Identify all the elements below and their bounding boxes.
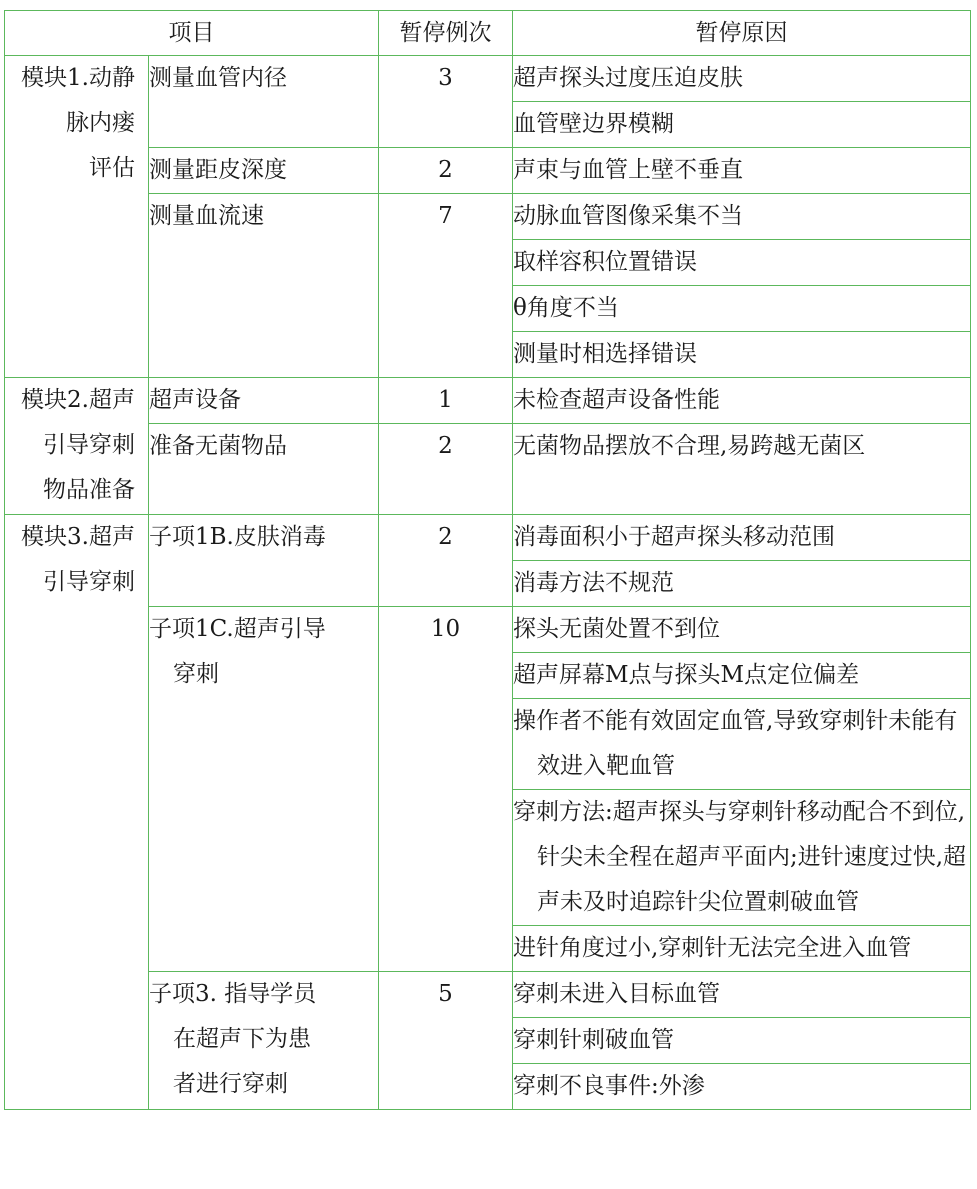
- item-cell: 测量血管内径: [149, 56, 379, 148]
- reason-cell: 穿刺针刺破血管: [513, 1018, 971, 1064]
- header-count: 暂停例次: [379, 11, 513, 56]
- module-name: 模块3.超声 引导穿刺: [21, 524, 135, 595]
- table-row: [5, 194, 971, 240]
- count-cell: 5: [379, 972, 513, 1110]
- reason-cell: 操作者不能有效固定血管,导致穿刺针未能有效进入靶血管: [513, 699, 971, 790]
- reason-cell: 测量时相选择错误: [513, 332, 971, 378]
- count-cell: 3: [379, 56, 513, 148]
- count-cell: 1: [379, 378, 513, 424]
- reason-cell: 血管壁边界模糊: [513, 102, 971, 148]
- table-row: [5, 607, 971, 653]
- table-row: [5, 424, 971, 515]
- table-row: [5, 56, 971, 102]
- item-cell: 子项1C.超声引导 穿刺: [149, 607, 379, 972]
- reason-cell: 无菌物品摆放不合理,易跨越无菌区: [513, 424, 971, 515]
- table-row: [5, 515, 971, 561]
- module-cell: [5, 515, 149, 1110]
- reason-cell: 探头无菌处置不到位: [513, 607, 971, 653]
- reason-cell: 消毒面积小于超声探头移动范围: [513, 515, 971, 561]
- reason-cell: 穿刺不良事件:外渗: [513, 1064, 971, 1110]
- item-cell: 测量血流速: [149, 194, 379, 378]
- count-cell: 2: [379, 515, 513, 607]
- module-cell: [5, 378, 149, 515]
- count-cell: 2: [379, 424, 513, 515]
- reason-cell: 超声探头过度压迫皮肤: [513, 56, 971, 102]
- reason-cell: 穿刺未进入目标血管: [513, 972, 971, 1018]
- item-cell: 子项3. 指导学员 在超声下为患 者进行穿刺: [149, 972, 379, 1110]
- count-cell: 2: [379, 148, 513, 194]
- item-cell: 准备无菌物品: [149, 424, 379, 515]
- module-name: 模块1.动静 脉内瘘 评估: [21, 65, 135, 181]
- reason-cell: 未检查超声设备性能: [513, 378, 971, 424]
- reason-cell: 声束与血管上壁不垂直: [513, 148, 971, 194]
- header-item: 项目: [5, 11, 379, 56]
- table-row: [5, 972, 971, 1018]
- table-row: [5, 378, 971, 424]
- reason-cell: 进针角度过小,穿刺针无法完全进入血管: [513, 926, 971, 972]
- reason-cell: θ角度不当: [513, 286, 971, 332]
- pause-reasons-table: [4, 10, 971, 1110]
- count-cell: 10: [379, 607, 513, 972]
- reason-cell: 消毒方法不规范: [513, 561, 971, 607]
- item-cell: 超声设备: [149, 378, 379, 424]
- header-row: [5, 11, 971, 56]
- reason-cell: 超声屏幕M点与探头M点定位偏差: [513, 653, 971, 699]
- module-cell: [5, 56, 149, 378]
- reason-cell: 取样容积位置错误: [513, 240, 971, 286]
- item-cell: 子项1B.皮肤消毒: [149, 515, 379, 607]
- header-reason: 暂停原因: [513, 11, 971, 56]
- module-name: 模块2.超声 引导穿刺 物品准备: [21, 387, 135, 503]
- table-row: [5, 148, 971, 194]
- count-cell: 7: [379, 194, 513, 378]
- reason-cell: 动脉血管图像采集不当: [513, 194, 971, 240]
- item-cell: 测量距皮深度: [149, 148, 379, 194]
- reason-cell: 穿刺方法:超声探头与穿刺针移动配合不到位,针尖未全程在超声平面内;进针速度过快,超声未及时追踪针尖位置刺破血管: [513, 790, 971, 926]
